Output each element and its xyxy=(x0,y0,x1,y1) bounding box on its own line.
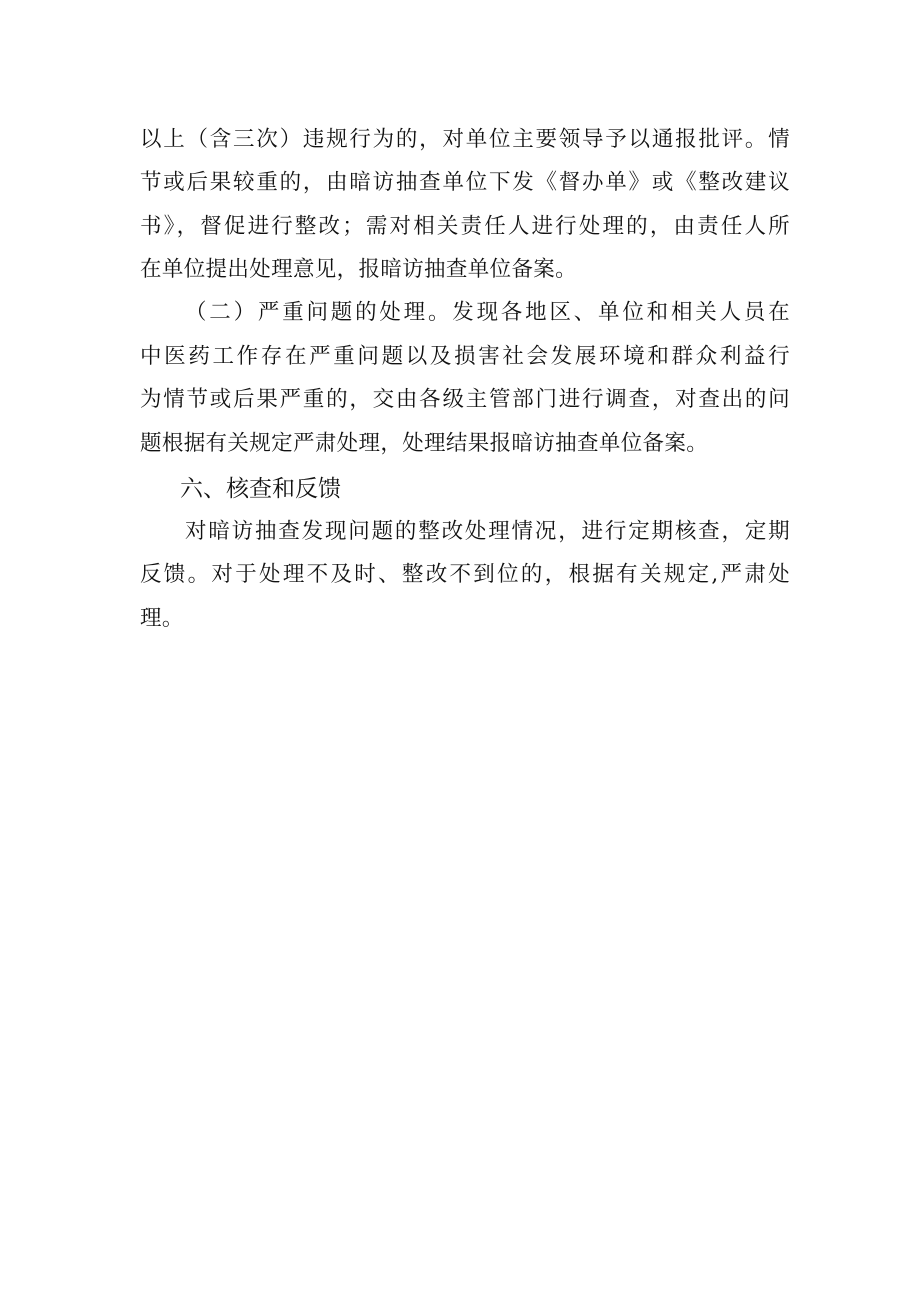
paragraph-2-line-1: （二）严重问题的处理。发现各地区、单位和相关人员在 xyxy=(185,300,790,325)
section-heading: 六、核查和反馈 xyxy=(180,476,341,502)
paragraph-1-line-2: 节或后果较重的，由暗访抽查单位下发《督办单》或《整改建议 xyxy=(140,170,790,195)
paragraph-1-line-3: 书》，督促进行整改；需对相关责任人进行处理的，由责任人所 xyxy=(140,214,790,239)
paragraph-1-line-1: 以上（含三次）违规行为的，对单位主要领导予以通报批评。情 xyxy=(140,127,790,152)
paragraph-3-line-2: 反馈。对于处理不及时、整改不到位的，根据有关规定,严肃处 xyxy=(140,562,790,587)
paragraph-2-line-2: 中医药工作存在严重问题以及损害社会发展环境和群众利益行 xyxy=(140,344,790,369)
paragraph-2-line-3: 为情节或后果严重的，交由各级主管部门进行调查，对查出的问 xyxy=(140,387,790,412)
paragraph-2-line-4: 题根据有关规定严肃处理，处理结果报暗访抽查单位备案。 xyxy=(140,431,709,456)
paragraph-3-line-3: 理。 xyxy=(140,606,184,631)
paragraph-3-line-1: 对暗访抽查发现问题的整改处理情况，进行定期核查，定期 xyxy=(185,519,790,544)
paragraph-1-line-4: 在单位提出处理意见，报暗访抽查单位备案。 xyxy=(140,257,578,282)
